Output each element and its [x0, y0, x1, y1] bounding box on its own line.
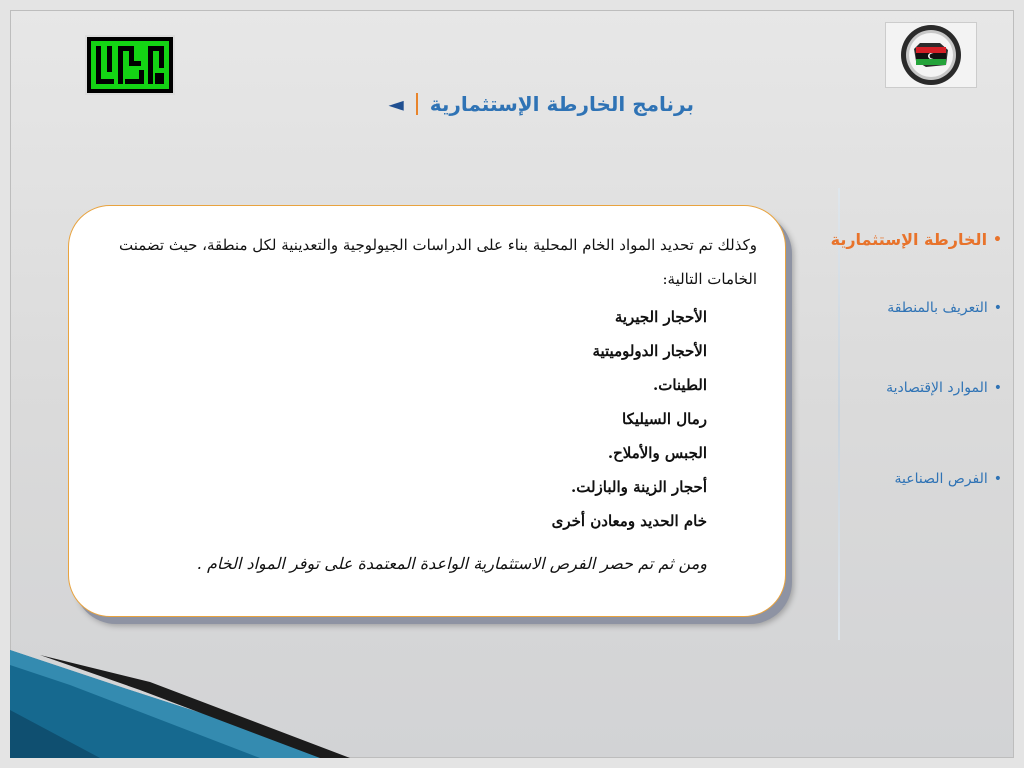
nav-item-label: الفرص الصناعية — [894, 471, 988, 487]
bullet-icon: • — [993, 231, 1002, 248]
nav-item-investment-map[interactable] — [831, 230, 1002, 249]
kufic-logo — [85, 35, 175, 95]
intro-paragraph: وكذلك تم تحديد المواد الخام المحلية بناء على الدراسات الجيولوجية والتعدينية لكل منطقة، حيث تضمنت الخامات التالية: — [118, 236, 757, 288]
list-item: خام الحديد ومعادن أخرى — [551, 512, 707, 530]
nav-item-label: التعريف بالمنطقة — [887, 300, 988, 316]
closing-paragraph: ومن ثم تم حصر الفرص الاستثمارية الواعدة المعتمدة على توفر المواد الخام . — [196, 554, 707, 573]
list-item: رمال السيليكا — [622, 410, 707, 428]
libya-emblem — [885, 22, 977, 88]
kufic-calligraphy-icon — [87, 37, 173, 93]
list-item: أحجار الزينة والبازلت. — [571, 478, 707, 496]
list-item: الأحجار الدولوميتية — [592, 342, 707, 360]
nav-item-label: الموارد الإقتصادية — [886, 380, 988, 396]
raw-materials-list — [117, 300, 707, 538]
nav-divider — [838, 188, 840, 640]
title-separator — [416, 93, 418, 115]
content-card — [68, 205, 786, 617]
nav-item-economic-resources[interactable] — [886, 380, 1002, 396]
list-item: الأحجار الجيرية — [614, 308, 707, 326]
left-arrow-icon: ◄ — [388, 92, 404, 116]
bullet-icon: • — [993, 471, 1002, 487]
list-item: الطينات. — [652, 376, 707, 394]
nav-item-region-intro[interactable] — [887, 300, 1002, 316]
list-item: الجبس والأملاح. — [607, 444, 707, 462]
slide — [10, 10, 1014, 758]
nav-item-label: الخارطة الإستثمارية — [830, 230, 988, 249]
content-body — [117, 228, 757, 578]
libya-emblem-icon — [886, 23, 976, 87]
page-title-text: برنامج الخارطة الإستثمارية — [429, 92, 694, 116]
bullet-icon: • — [993, 300, 1002, 316]
nav-item-industrial-opportunities[interactable] — [895, 471, 1002, 487]
page-title — [388, 92, 694, 116]
bullet-icon: • — [993, 380, 1002, 396]
